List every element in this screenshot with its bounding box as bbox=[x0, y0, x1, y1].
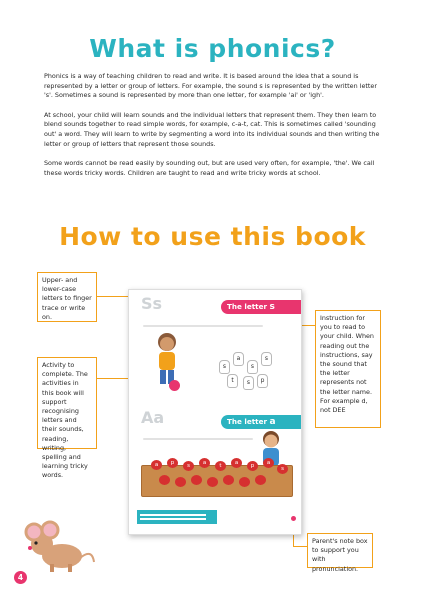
apple bbox=[159, 475, 170, 485]
mouse-illustration bbox=[20, 518, 100, 578]
apple: p bbox=[247, 461, 258, 471]
instruction-line bbox=[143, 438, 253, 440]
intro-text bbox=[44, 72, 386, 188]
page-title: What is phonics? bbox=[89, 34, 336, 63]
apple: s bbox=[183, 461, 194, 471]
apple bbox=[239, 477, 250, 487]
annotation-letters: Upper- and lower-case letters to finger trace or write on. bbox=[37, 272, 97, 322]
uppercase-letter: A bbox=[141, 408, 154, 427]
section-title: How to use this book bbox=[59, 222, 366, 251]
note-line bbox=[140, 514, 206, 516]
bowling-pin: a bbox=[233, 352, 244, 366]
parents-note-box bbox=[137, 510, 217, 524]
child-illustration bbox=[147, 330, 187, 390]
intro-paragraph-3: Some words cannot be read easily by sounding out, but are used very often, for example, 'the'. We call these words tricky words. Children are taught to read and write tricky words at school. bbox=[44, 159, 375, 177]
apple bbox=[255, 475, 266, 485]
letter-heading-prefix: The letter bbox=[227, 417, 268, 426]
apple: a bbox=[231, 458, 242, 468]
letter-heading-letter: a bbox=[269, 417, 276, 427]
connector-line bbox=[293, 546, 307, 547]
apple: t bbox=[215, 461, 226, 471]
apple bbox=[191, 475, 202, 485]
note-line bbox=[140, 518, 206, 520]
letter-heading-a bbox=[221, 415, 301, 429]
bowling-ball bbox=[169, 380, 180, 391]
apple: a bbox=[263, 458, 274, 468]
apple: s bbox=[277, 464, 288, 474]
annotation-activity: Activity to complete. The activities in this book will support recognising letters and their sounds, reading, writing, spelling and learning tricky words. bbox=[37, 357, 97, 449]
page-dot bbox=[291, 516, 296, 521]
letter-heading-prefix: The letter bbox=[227, 302, 268, 311]
apple bbox=[207, 477, 218, 487]
bowling-pin: s bbox=[247, 360, 258, 374]
letter-heading-s bbox=[221, 300, 301, 314]
apple bbox=[175, 477, 186, 487]
apple: a bbox=[151, 460, 162, 470]
apple: p bbox=[167, 458, 178, 468]
annotation-instruction: Instruction for you to read to your child. When reading out the instructions, say the sound that the letter represents not the letter name. For example d, not DEE bbox=[315, 310, 381, 428]
letter-pair-s bbox=[141, 294, 162, 313]
bowling-pin: s bbox=[243, 376, 254, 390]
letter-pair-a bbox=[141, 408, 164, 427]
book-page-sample bbox=[128, 289, 302, 535]
bowling-pin: s bbox=[219, 360, 230, 374]
apple: a bbox=[199, 458, 210, 468]
intro-paragraph-2: At school, your child will learn sounds and the individual letters that represent them. They then learn to blend sounds together to read simple words, for example, c-a-t, cat. This is sometimes called 'sounding out' a word. They will learn to write by segmenting a word into its individual sounds and then writing the letter or group of letters that represent those sounds. bbox=[44, 110, 380, 148]
page-number: 4 bbox=[14, 571, 27, 584]
bowling-pin: p bbox=[257, 374, 268, 388]
lowercase-letter: a bbox=[153, 408, 165, 427]
letter-heading-letter: s bbox=[269, 302, 275, 312]
intro-paragraph-1: Phonics is a way of teaching children to read and write. It is based around the idea that a sound is represented by a letter or group of letters. For example, the sound s is represented by the written letter 's'. Sometimes a sound is represented by more than one letter, for example 'ai' or 'igh'. bbox=[44, 72, 377, 100]
apple bbox=[223, 475, 234, 485]
annotation-parents-note: Parent's note box to support you with pronunciation. bbox=[307, 533, 373, 568]
uppercase-letter: S bbox=[141, 294, 153, 313]
instruction-line bbox=[143, 325, 263, 327]
bowling-pin: t bbox=[227, 374, 238, 388]
bowling-pin: s bbox=[261, 352, 272, 366]
lowercase-letter: s bbox=[152, 294, 163, 313]
